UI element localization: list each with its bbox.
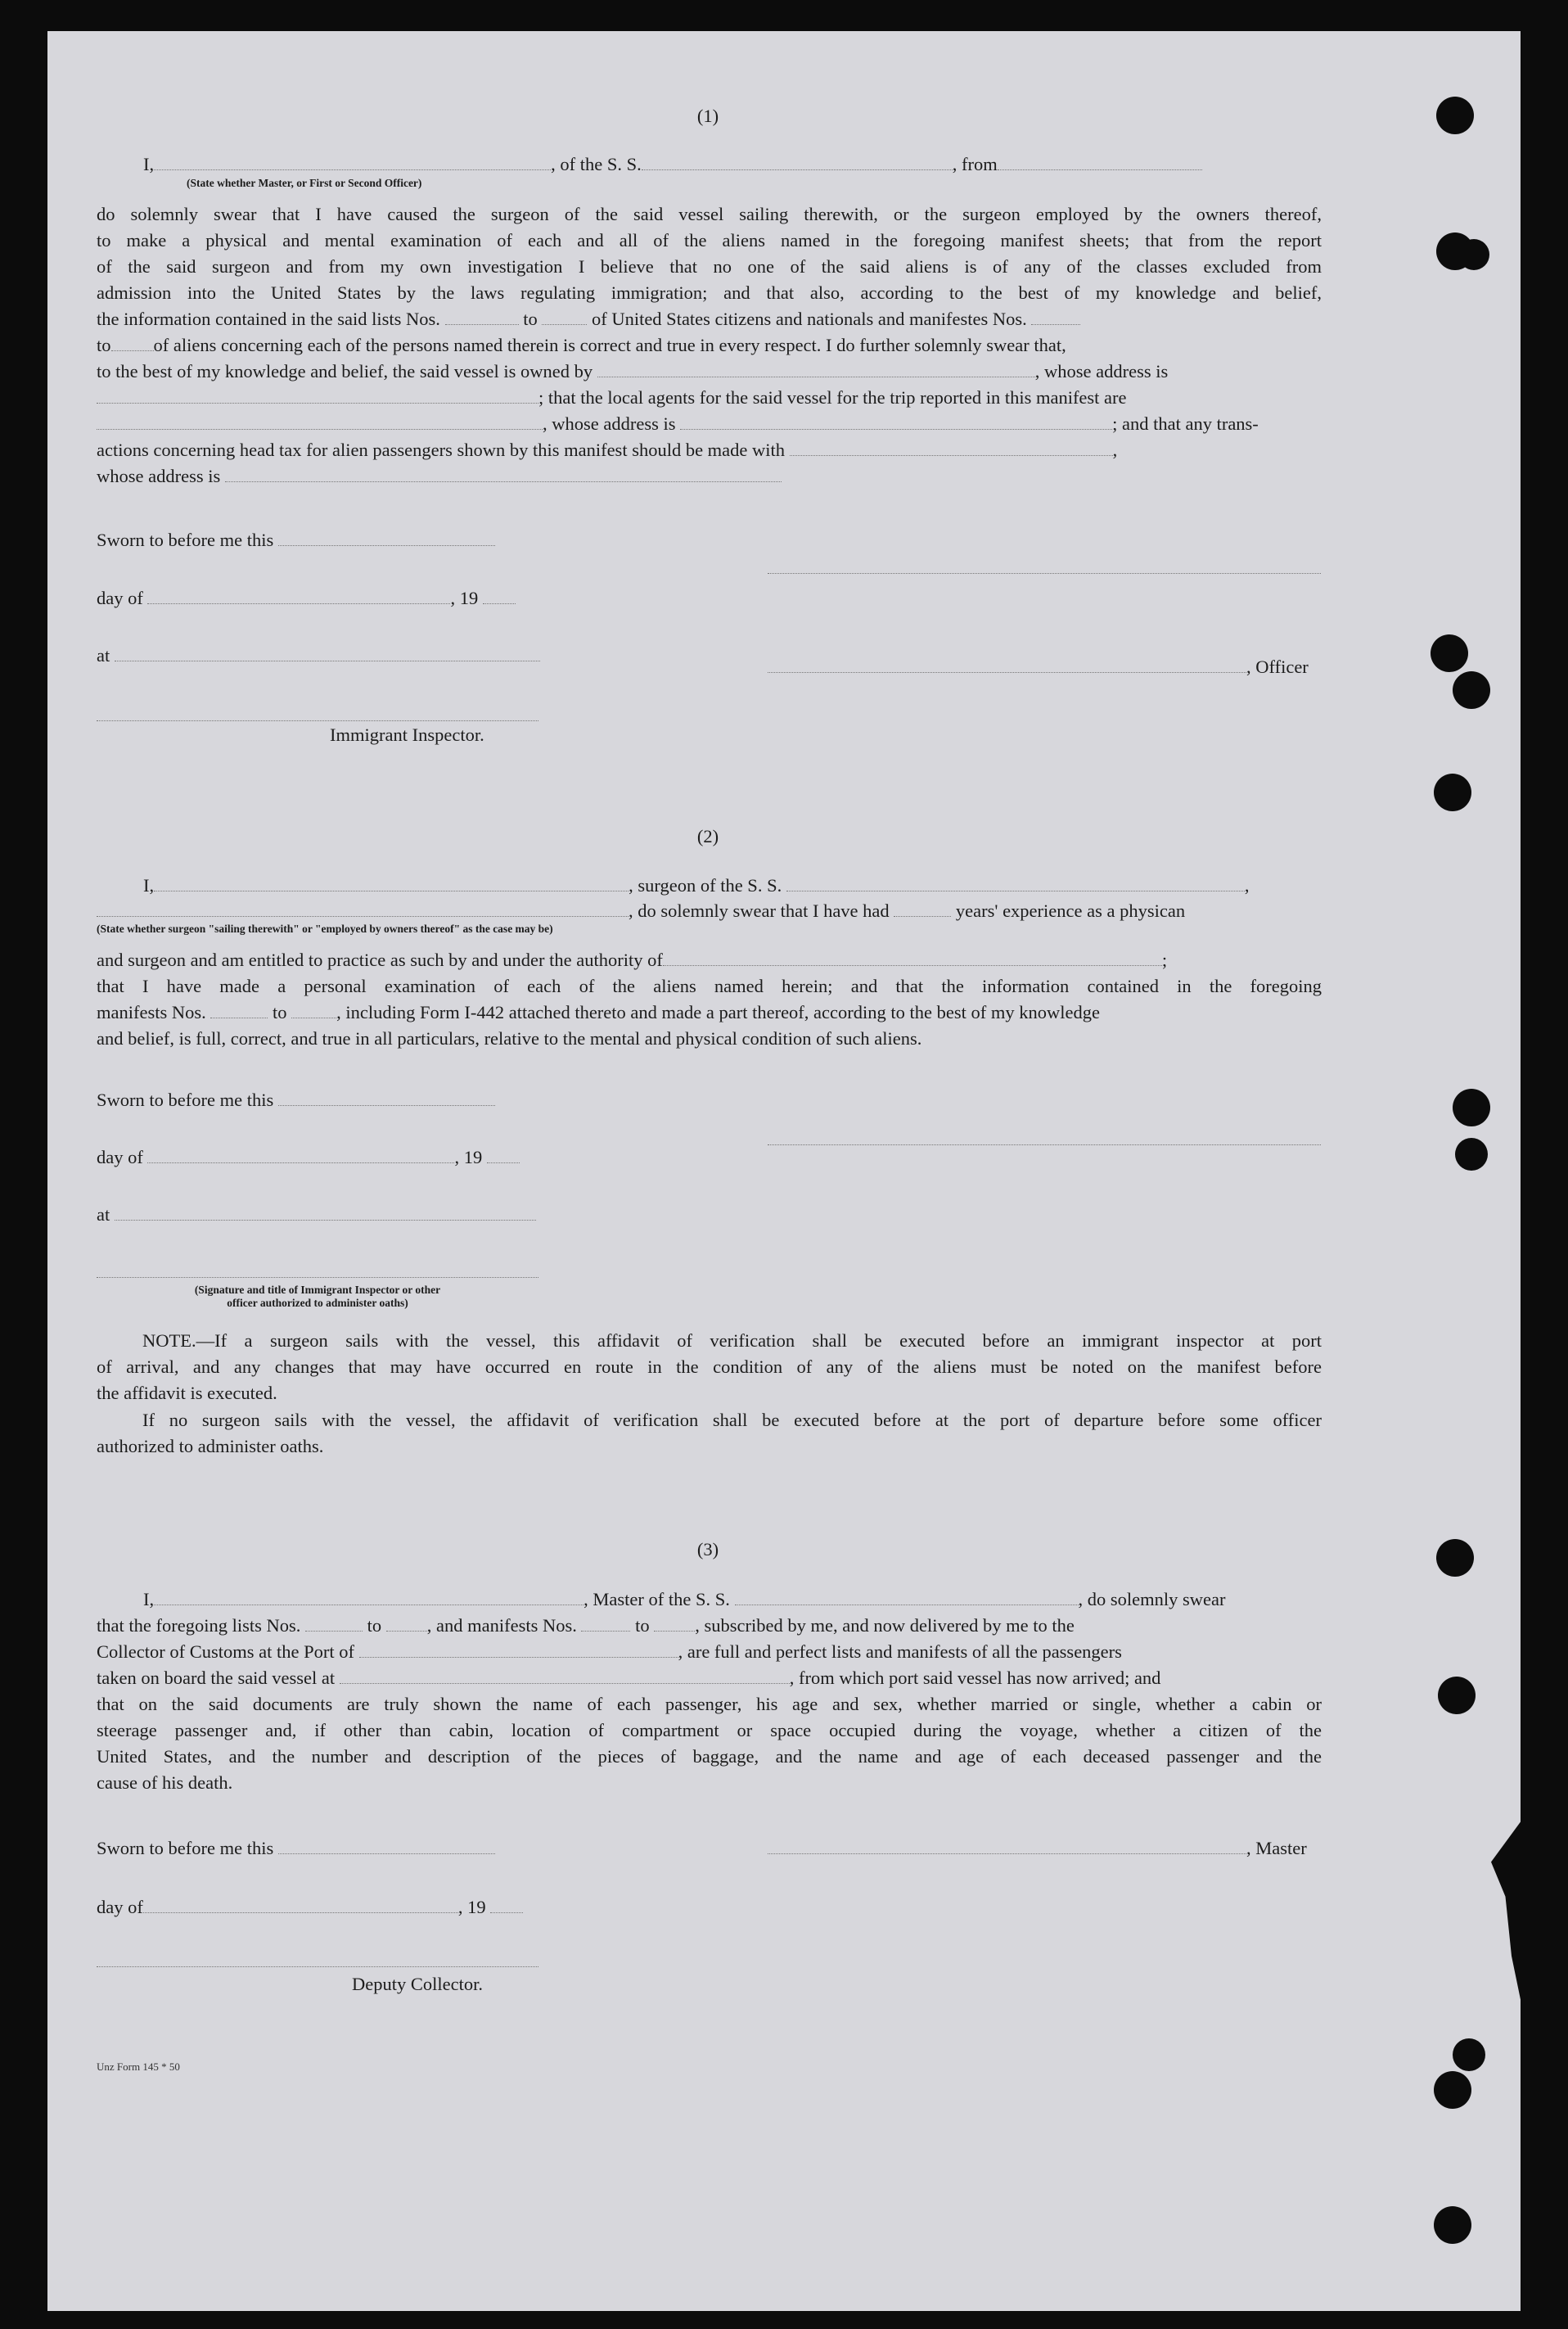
- s1-line-6: [97, 332, 1324, 359]
- s3-year-field[interactable]: [490, 1896, 523, 1913]
- day-month-field[interactable]: [147, 587, 450, 604]
- s2-line-3: [97, 947, 1324, 974]
- text: taken on board the said vessel at: [97, 1668, 336, 1688]
- text: manifests Nos.: [97, 1002, 206, 1022]
- text: actions concerning head tax for alien passengers shown by this manifest should be made with: [97, 440, 786, 460]
- text: , from: [952, 154, 998, 174]
- s1-sworn: [97, 527, 495, 554]
- years-field[interactable]: [894, 900, 951, 917]
- master-name-field[interactable]: [154, 1588, 583, 1605]
- s3-line-1: [143, 1587, 1322, 1614]
- punch-hole: [1453, 1089, 1490, 1126]
- punch-hole: [1438, 1677, 1476, 1714]
- text: Sworn to before me this: [97, 1090, 274, 1110]
- note-line: the affidavit is executed.: [97, 1383, 277, 1403]
- sworn-date-field[interactable]: [278, 529, 495, 546]
- s3-sworn-date-field[interactable]: [278, 1837, 495, 1854]
- s3-manifest-to-field[interactable]: [654, 1614, 695, 1632]
- text: , whose address is: [1034, 361, 1169, 381]
- agents-field[interactable]: [97, 413, 543, 430]
- text: day of: [97, 1897, 143, 1917]
- embarkation-port-field[interactable]: [340, 1667, 790, 1684]
- s2-line-5: [97, 1000, 1324, 1027]
- text: Sworn to before me this: [97, 530, 274, 550]
- text: officer authorized to administer oaths): [227, 1297, 408, 1309]
- s1-line-7: [97, 359, 1324, 386]
- punch-hole: [1455, 1138, 1488, 1171]
- text: , do solemnly swear that I have had: [629, 900, 890, 921]
- punch-hole: [1436, 97, 1474, 134]
- s2-dayof: [97, 1144, 520, 1171]
- note-line: NOTE.—If a surgeon sails with the vessel, this affidavit of verification shall be executed before an immigrant inspector at port: [142, 1330, 1322, 1351]
- text: of aliens concerning each of the persons named therein is correct and true in every respect. I do further solemnly swear that,: [153, 335, 1066, 355]
- text: to: [635, 1615, 650, 1636]
- at-location-field[interactable]: [115, 644, 540, 661]
- paragraph-line: of the said surgeon and from my own investigation I believe that no one of the said aliens is of any of the classes excluded from: [97, 256, 1322, 277]
- inspector-signature-line[interactable]: [97, 720, 538, 721]
- text: , and manifests Nos.: [426, 1615, 577, 1636]
- vessel-field[interactable]: [642, 153, 953, 170]
- text: ; and that any trans-: [1112, 413, 1259, 434]
- text: day of: [97, 1147, 143, 1167]
- text: of United States citizens and nationals and manifestes Nos.: [591, 309, 1027, 329]
- s3-master: [768, 1835, 1307, 1862]
- text: ;: [1161, 950, 1168, 970]
- text: (Signature and title of Immigrant Inspector or other: [194, 1284, 441, 1296]
- deputy-signature-line[interactable]: [97, 1966, 538, 1967]
- text: to: [367, 1615, 382, 1636]
- s3-line-2: [97, 1613, 1324, 1640]
- text: , surgeon of the S. S.: [629, 875, 782, 896]
- s1-line-9: [97, 411, 1324, 438]
- text: ,: [1112, 440, 1118, 460]
- punch-hole: [1436, 1539, 1474, 1577]
- s1-at: [97, 643, 540, 670]
- text: ; that the local agents for the said vessel for the trip reported in this manifest are: [538, 387, 1127, 408]
- master-vessel-field[interactable]: [735, 1588, 1079, 1605]
- paragraph-line: steerage passenger and, if other than cabin, location of compartment or space occupied during the voyage, whether a citizen of the: [97, 1720, 1322, 1740]
- paragraph-line: do solemnly swear that I have caused the surgeon of the said vessel sailing therewith, or the surgeon employed by the owners thereof,: [97, 204, 1322, 224]
- text: to: [97, 335, 111, 355]
- head-tax-address-field[interactable]: [225, 465, 782, 482]
- s1-line-1: [143, 151, 1322, 178]
- s2-year-field[interactable]: [487, 1146, 520, 1163]
- punch-hole: [1431, 634, 1468, 672]
- s3-line-4: [97, 1665, 1324, 1692]
- text: , from which port said vessel has now arrived; and: [789, 1668, 1161, 1688]
- s2-inspector-signature-line[interactable]: [97, 1277, 538, 1278]
- text: and surgeon and am entitled to practice as such by and under the authority of: [97, 950, 663, 970]
- punch-hole: [1434, 2206, 1471, 2244]
- text: I,: [143, 875, 155, 896]
- text: that the foregoing lists Nos.: [97, 1615, 301, 1636]
- head-tax-field[interactable]: [790, 439, 1113, 456]
- surgeon-signature-line[interactable]: [768, 1144, 1321, 1145]
- text: whose address is: [97, 466, 221, 486]
- text: , Officer: [1246, 657, 1309, 677]
- surgeon-status-field[interactable]: [97, 900, 629, 917]
- punch-hole: [1434, 774, 1471, 811]
- text: I,: [143, 154, 155, 174]
- s3-line-3: [97, 1639, 1324, 1666]
- manifest-from-field[interactable]: [1031, 308, 1080, 325]
- s2-line-2: [97, 898, 1324, 925]
- text: ,: [1244, 875, 1250, 896]
- s3-sworn: [97, 1835, 495, 1862]
- text: years' experience as a physican: [955, 900, 1186, 921]
- paragraph-line: United States, and the number and description of the pieces of baggage, and the name and age of each deceased passenger and the: [97, 1746, 1322, 1767]
- s1-dayof: [97, 585, 516, 612]
- text: , Master of the S. S.: [583, 1589, 730, 1609]
- note-line: authorized to administer oaths.: [97, 1436, 324, 1456]
- paragraph-line: that on the said documents are truly shown the name of each passenger, his age and sex, whether married or single, whether a cabin or: [97, 1694, 1322, 1714]
- officer-signature-line[interactable]: [768, 573, 1321, 574]
- surgeon-manifest-to-field[interactable]: [291, 1001, 336, 1018]
- signature-title-note: [97, 1284, 538, 1310]
- master-officer-note: (State whether Master, or First or Second Officer): [187, 177, 422, 189]
- punch-hole: [1453, 2038, 1485, 2071]
- text: , do solemnly swear: [1078, 1589, 1226, 1609]
- year-field[interactable]: [483, 587, 516, 604]
- paragraph-line: to make a physical and mental examination of each and all of the aliens named in the foregoing manifest sheets; that from the report: [97, 230, 1322, 251]
- immigrant-inspector-label: Immigrant Inspector.: [330, 724, 484, 745]
- paragraph-line: admission into the United States by the laws regulating immigration; and that also, according to the best of my knowledge and belief,: [97, 282, 1322, 303]
- note-line: of arrival, and any changes that may have occurred en route in the condition of any of the aliens must be noted on the manifest before: [97, 1356, 1322, 1377]
- lists-to-field[interactable]: [542, 308, 587, 325]
- from-field[interactable]: [998, 153, 1202, 170]
- s3-lists-to-field[interactable]: [386, 1614, 427, 1632]
- lists-from-field[interactable]: [445, 308, 519, 325]
- s1-line-10: [97, 437, 1324, 464]
- section-1-number: (1): [696, 106, 719, 126]
- text: , subscribed by me, and now delivered by me to the: [695, 1615, 1075, 1636]
- text: the information contained in the said lists Nos.: [97, 309, 440, 329]
- text: at: [97, 1204, 110, 1225]
- surgeon-vessel-field[interactable]: [786, 874, 1245, 891]
- deputy-collector-label: Deputy Collector.: [352, 1974, 483, 1994]
- officer-name-field[interactable]: [768, 656, 1246, 673]
- surgeon-status-note: (State whether surgeon "sailing therewith" or "employed by owners thereof" as the case may be): [97, 923, 553, 935]
- text: , 19: [457, 1897, 486, 1917]
- note-line: If no surgeon sails with the vessel, the affidavit of verification shall be executed before at the port of departure before some officer: [142, 1410, 1322, 1430]
- authority-field[interactable]: [663, 949, 1162, 966]
- section-3-number: (3): [696, 1539, 719, 1559]
- punch-hole: [1458, 239, 1489, 270]
- text: to: [273, 1002, 287, 1022]
- s2-at: [97, 1202, 536, 1229]
- text: , Master: [1246, 1838, 1307, 1858]
- s2-at-location-field[interactable]: [115, 1203, 536, 1221]
- text: , 19: [454, 1147, 483, 1167]
- owner-address-field[interactable]: [97, 386, 538, 404]
- s1-officer: [768, 654, 1309, 681]
- text: , of the S. S.: [551, 154, 642, 174]
- s3-lists-from-field[interactable]: [305, 1614, 363, 1632]
- s2-line-4: that I have made a personal examination of each of the aliens named herein; and that the information contained in the foregoing: [97, 976, 1322, 996]
- text: , whose address is: [543, 413, 676, 434]
- form-number: Unz Form 145 * 50: [97, 2060, 180, 2073]
- s2-line-1: [143, 873, 1322, 900]
- punch-hole: [1434, 2071, 1471, 2109]
- text: Collector of Customs at the Port of: [97, 1641, 354, 1662]
- name-field[interactable]: [154, 153, 551, 170]
- text: I,: [143, 1589, 155, 1609]
- paragraph-line: cause of his death.: [97, 1772, 233, 1793]
- s3-dayof: [97, 1894, 523, 1921]
- punch-hole: [1453, 671, 1490, 709]
- s2-line-6: and belief, is full, correct, and true in all particulars, relative to the mental and physical condition of such aliens.: [97, 1028, 922, 1049]
- text: to the best of my knowledge and belief, the said vessel is owned by: [97, 361, 593, 381]
- text: to: [523, 309, 538, 329]
- port-field[interactable]: [359, 1641, 678, 1658]
- text: , are full and perfect lists and manifests of all the passengers: [678, 1641, 1122, 1662]
- s2-day-month-field[interactable]: [147, 1146, 454, 1163]
- owner-field[interactable]: [597, 360, 1035, 377]
- s3-manifest-from-field[interactable]: [581, 1614, 630, 1632]
- manifest-to-field[interactable]: [111, 334, 154, 351]
- surgeon-manifest-from-field[interactable]: [210, 1001, 268, 1018]
- surgeon-name-field[interactable]: [154, 874, 629, 891]
- text: Sworn to before me this: [97, 1838, 274, 1858]
- text: , including Form I-442 attached thereto and made a part thereof, according to the best of my knowledge: [336, 1002, 1100, 1022]
- s2-sworn-date-field[interactable]: [278, 1089, 495, 1106]
- text: , 19: [450, 588, 479, 608]
- s1-line-8: [97, 385, 1324, 412]
- s3-day-month-field[interactable]: [143, 1896, 458, 1913]
- text: day of: [97, 588, 143, 608]
- text: at: [97, 645, 110, 666]
- s2-sworn: [97, 1087, 495, 1114]
- s1-line-11: [97, 463, 1324, 490]
- master-signature-field[interactable]: [768, 1837, 1246, 1854]
- s1-line-5: [97, 306, 1324, 333]
- agents-address-field[interactable]: [680, 413, 1112, 430]
- section-2-number: (2): [696, 826, 719, 846]
